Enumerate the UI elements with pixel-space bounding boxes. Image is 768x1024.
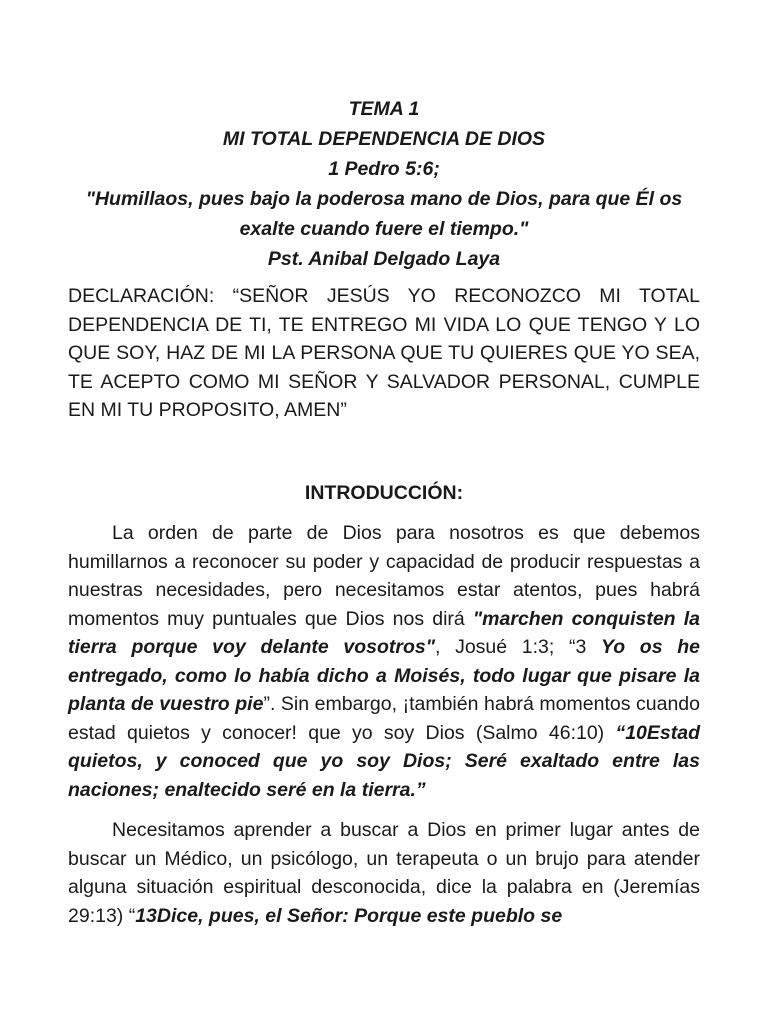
document-title: MI TOTAL DEPENDENCIA DE DIOS xyxy=(222,128,546,150)
introduction-paragraph-2 xyxy=(68,816,700,930)
quote-text: "marchen conquisten la tierra porque voy delante vosotros" xyxy=(68,607,700,658)
document-page xyxy=(68,94,700,930)
declaration-paragraph: DECLARACIÓN: “SEÑOR JESÚS YO RECONOZCO MI TOTAL DEPENDENCIA DE TI, TE ENTREGO MI VIDA LO QUE TENGO Y LO QUE SOY, HAZ DE MI LA PERSONA QUE TU QUIERES QUE YO SEA, TE ACEPTO COMO MI SEÑOR Y SALVADOR PERSONAL, CUMPLE EN MI TU PROPOSITO, AMEN” xyxy=(68,285,700,421)
paragraph-text: , Josué 1:3; “3 xyxy=(434,636,601,658)
title-block xyxy=(68,94,700,274)
verse-line-2: exalte cuando fuere el tiempo." xyxy=(239,218,529,240)
quote-text: 13Dice, pues, el Señor: Porque este pueblo se xyxy=(135,904,563,927)
verse-line-1: "Humillaos, pues bajo la poderosa mano de Dios, para que Él os xyxy=(85,188,683,210)
paragraph-text: La orden de parte de Dios para nosotros es que debemos humillarnos a reconocer su poder y capacidad de producir respuestas a nuestras necesidades, pero necesitamos estar atentos, pues habrá momentos muy puntuales que Dios nos dirá xyxy=(68,522,700,630)
quote-text: Yo os he entregado, como lo había dicho a Moisés, todo lugar que pisare la planta de vuestro pie xyxy=(68,636,700,715)
paragraph-text: Necesitamos aprender a buscar a Dios en primer lugar antes de buscar un Médico, un psicólogo, un terapeuta o un brujo para atender alguna situación espiritual desconocida, dice la palabra en (Jeremías 29:13) “ xyxy=(68,819,700,927)
introduction-heading: INTRODUCCIÓN: xyxy=(304,481,464,504)
tema-label: TEMA 1 xyxy=(348,98,420,120)
bible-reference: 1 Pedro 5:6; xyxy=(328,158,440,180)
paragraph-text: ”. Sin embargo, ¡también habrá momentos cuando estad quietos y conocer! que yo soy Dios (Salmo 46:10) xyxy=(68,693,700,744)
introduction-paragraph-1 xyxy=(68,519,700,804)
author-line: Pst. Anibal Delgado Laya xyxy=(267,248,501,270)
quote-text: “10Estad quietos, y conoced que yo soy Dios; Seré exaltado entre las naciones; enaltecido seré en la tierra.” xyxy=(68,721,700,801)
